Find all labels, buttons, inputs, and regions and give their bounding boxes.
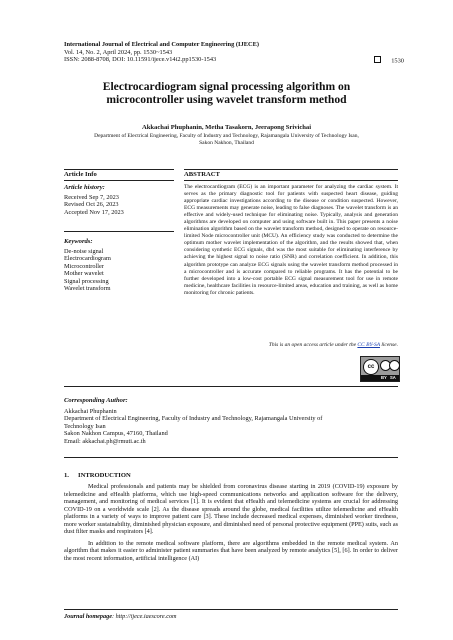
divider [184,169,398,170]
divider [64,609,398,610]
keywords-heading: Keywords: [64,238,93,245]
journal-name: International Journal of Electrical and Computer Engineering (IJECE) [64,41,259,48]
abstract-heading: ABSTRACT [184,171,220,178]
cc-strip: BY SA [361,375,399,381]
history-item: Received Sep 7, 2023 [64,194,119,201]
history-item: Accepted Nov 17, 2023 [64,208,124,216]
introduction-section [64,472,398,562]
divider [64,169,174,170]
author-department: Department of Electrical Engineering, Faculty of Industry and Technology, Rajamangala University of [64,415,323,423]
divider [64,231,174,232]
share-alike-icon [389,360,400,371]
keywords-block [64,238,174,292]
author-name: Akkachai Phuphanin [64,408,117,415]
author-department-cont: Technology Isan [64,422,106,430]
keyword-item: Signal processing [64,277,109,285]
paper-title: Electrocardiogram signal processing algorithm on microcontroller using wavelet transform method [102,80,351,107]
paper-authors: Akkachai Phuphanin, Metha Tasakorn, Jeerapong Srivichai [141,124,312,131]
author-campus: Sakon Nakhon Campus, 47160, Thailand [64,430,168,438]
page-number: 1530 [374,56,404,65]
journal-header [64,41,404,64]
article-info-heading: Article Info [64,171,97,178]
abstract-text: The electrocardiogram (ECG) is an important parameter for analyzing the cardiac system. It serves as the primary diagnostic tool for patients with suspected heart disease, guiding appropriate cardiac investigations according to the disease or condition suspected. However, ECG measurements may generate noise, leading to false diagnoses. The wavelet transform is an effective and widely-used technique for eliminating noise. Typically, analysis and generation algorithms are developed on computer and using software built in. This paper presents a noise elimination algorithm based on the wavelet transform method, designed to operate on resource-limited Node microcontroller unit (MCU). An efficiency study was conducted to determine the optimum mother wavelet implementation of the algorithm, and the results showed that, when considering synthetic ECG signals, db4 was the most suitable for eliminating interference by achieving the highest signal to noise ratio (SNR) and correlation coefficient. In addition, this algorithm prototype can analyze ECG signals using the wavelet transform method processed in a microcontroller and is accurate compared to reliable programs. It has the potential to be further developed into a low-cost portable ECG signal measurement tool for use in remote medicine, healthcare facilities in resource-limited areas, education and training, as well as home monitoring for chronic patients. [184,184,398,296]
square-icon [374,56,381,63]
history-item: Revised Oct 26, 2023 [64,201,119,209]
creative-commons-icon: cc [363,359,379,375]
journal-homepage: Journal homepage: http://ijece.iaescore.com [64,613,177,620]
keyword-item: De-noise signal [64,248,104,255]
license-link[interactable]: CC BY-SA [357,342,380,348]
divider [64,180,174,181]
journal-issn-doi: ISSN: 2088-8708, DOI: 10.11591/ijece.v14i2.pp1530-1543 [64,56,217,64]
journal-volume: Vol. 14, No. 2, April 2024, pp. 1530~1543 [64,48,173,56]
corresponding-heading: Corresponding Author: [64,397,128,404]
article-history [64,184,174,216]
keyword-item: Mother wavelet [64,270,104,278]
keyword-list [64,248,174,292]
author-email: Email: akkachai.ph@rmuti.ac.th [64,437,146,445]
divider [64,457,398,458]
keyword-item: Wavelet transform [64,285,111,293]
divider [184,180,398,181]
keyword-item: Microcontroller [64,262,104,270]
homepage-url[interactable]: : http://ijece.iaescore.com [111,613,177,620]
introduction-paragraph: Medical professionals and patients may be shielded from coronavirus disease starting in 2019 (COVID-19) exposure by telemedicine and eHealth platforms, which use high-speed communications networks and application software for the delivery, management, and monitoring of medical services [1]. It is evident that eHealth and telemedicine systems are crucial for addressing COVID-19 on a worldwide scale [2]. As the disease spreads around the globe, medical facilities utilize telemedicine and eHealth platforms in a variety of ways to improve patient care [3]. These include decreased medical expenses, diminished worker tiredness, more worker sustainability, diminished physician exposure, and diminished need of personal protective equipment (PPE) suits, such as dust filter masks and respirators [4]. [64,483,398,536]
paper-affiliation: Department of Electrical Engineering, Faculty of Industry and Technology, Rajamangala University of Technology Isan, Sakon Nakhon, Thailand [94,133,359,146]
divider [64,386,398,387]
corresponding-author [64,397,398,445]
keyword-item: Electrocardiogram [64,255,111,263]
article-history-heading: Article history: [64,184,105,191]
introduction-heading: 1. INTRODUCTION [64,472,131,479]
cc-by-sa-badge[interactable] [360,356,400,382]
introduction-paragraph: In addition to the remote medical software platform, there are algorithms embedded in the remote medical system. An algorithm that makes it easier to administer patient summaries that have been analyzed by remote analytics [5], [6]. In order to deliver the most recent information, artificial intelligence (AI) [64,539,398,562]
history-list [64,194,174,216]
corresponding-details [64,408,398,445]
license-note: This is an open access article under the CC BY-SA license. [268,342,398,348]
